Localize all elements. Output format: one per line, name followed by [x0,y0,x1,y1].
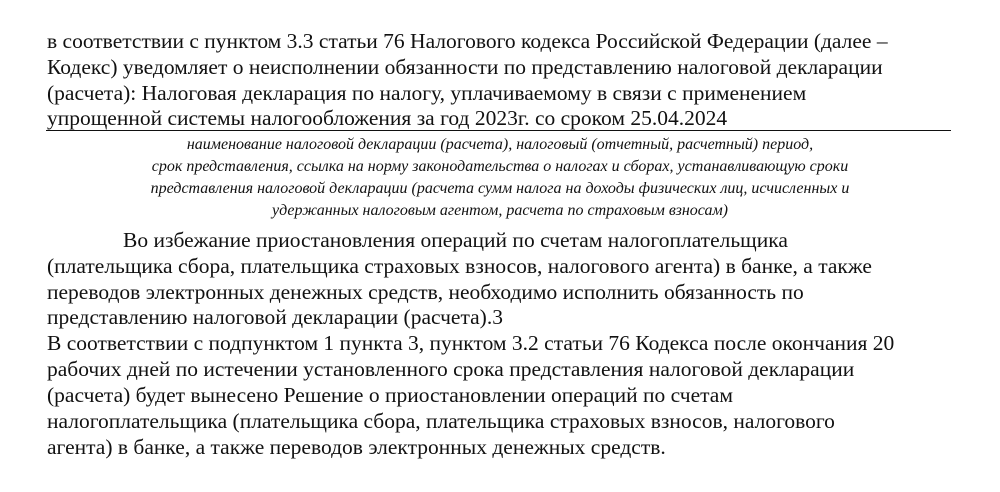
paragraph1-line-4: представлению налоговой декларации (расчета).3 [47,305,503,329]
paragraph2-line-4: налогоплательщика (плательщика сбора, плательщика страховых взносов, налогового [47,409,835,433]
intro-line-3: (расчета): Налоговая декларация по налогу, уплачиваемому в связи с применением [47,81,807,105]
footnote-line-2: срок представления, ссылка на норму законодательства о налогах и сборах, устанавливающую сроки [151,158,849,175]
paragraph1-line-3: переводов электронных денежных средств, необходимо исполнить обязанность по [47,280,804,304]
underline-rule [46,130,951,131]
footnote-line-4: удержанных налоговым агентом, расчета по страховым взносам) [272,202,728,219]
paragraph2-line-3: (расчета) будет вынесено Решение о приостановлении операций по счетам [47,383,733,407]
paragraph2-line-5: агента) в банке, а также переводов электронных денежных средств. [47,435,666,459]
intro-line-2: Кодекс) уведомляет о неисполнении обязанности по представлению налоговой декларации [47,55,883,79]
paragraph2-line-1: В соответствии с подпунктом 1 пункта 3, пунктом 3.2 статьи 76 Кодекса после окончания 20 [47,331,895,355]
footnote-line-3: представления налоговой декларации (расчета сумм налога на доходы физических лиц, исчисленных и [150,180,850,197]
paragraph1-line-1: Во избежание приостановления операций по счетам налогоплательщика [123,228,788,252]
intro-line-1: в соответствии с пунктом 3.3 статьи 76 Налогового кодекса Российской Федерации (далее – [47,29,888,53]
paragraph1-line-2: (плательщика сбора, плательщика страховых взносов, налогового агента) в банке, а также [47,254,872,278]
footnote-line-1: наименование налоговой декларации (расчета), налоговый (отчетный, расчетный) период, [186,136,814,153]
paragraph2-line-2: рабочих дней по истечении установленного срока представления налоговой декларации [47,357,855,381]
intro-line-4: упрощенной системы налогообложения за год 2023г. со сроком 25.04.2024 [47,106,728,130]
